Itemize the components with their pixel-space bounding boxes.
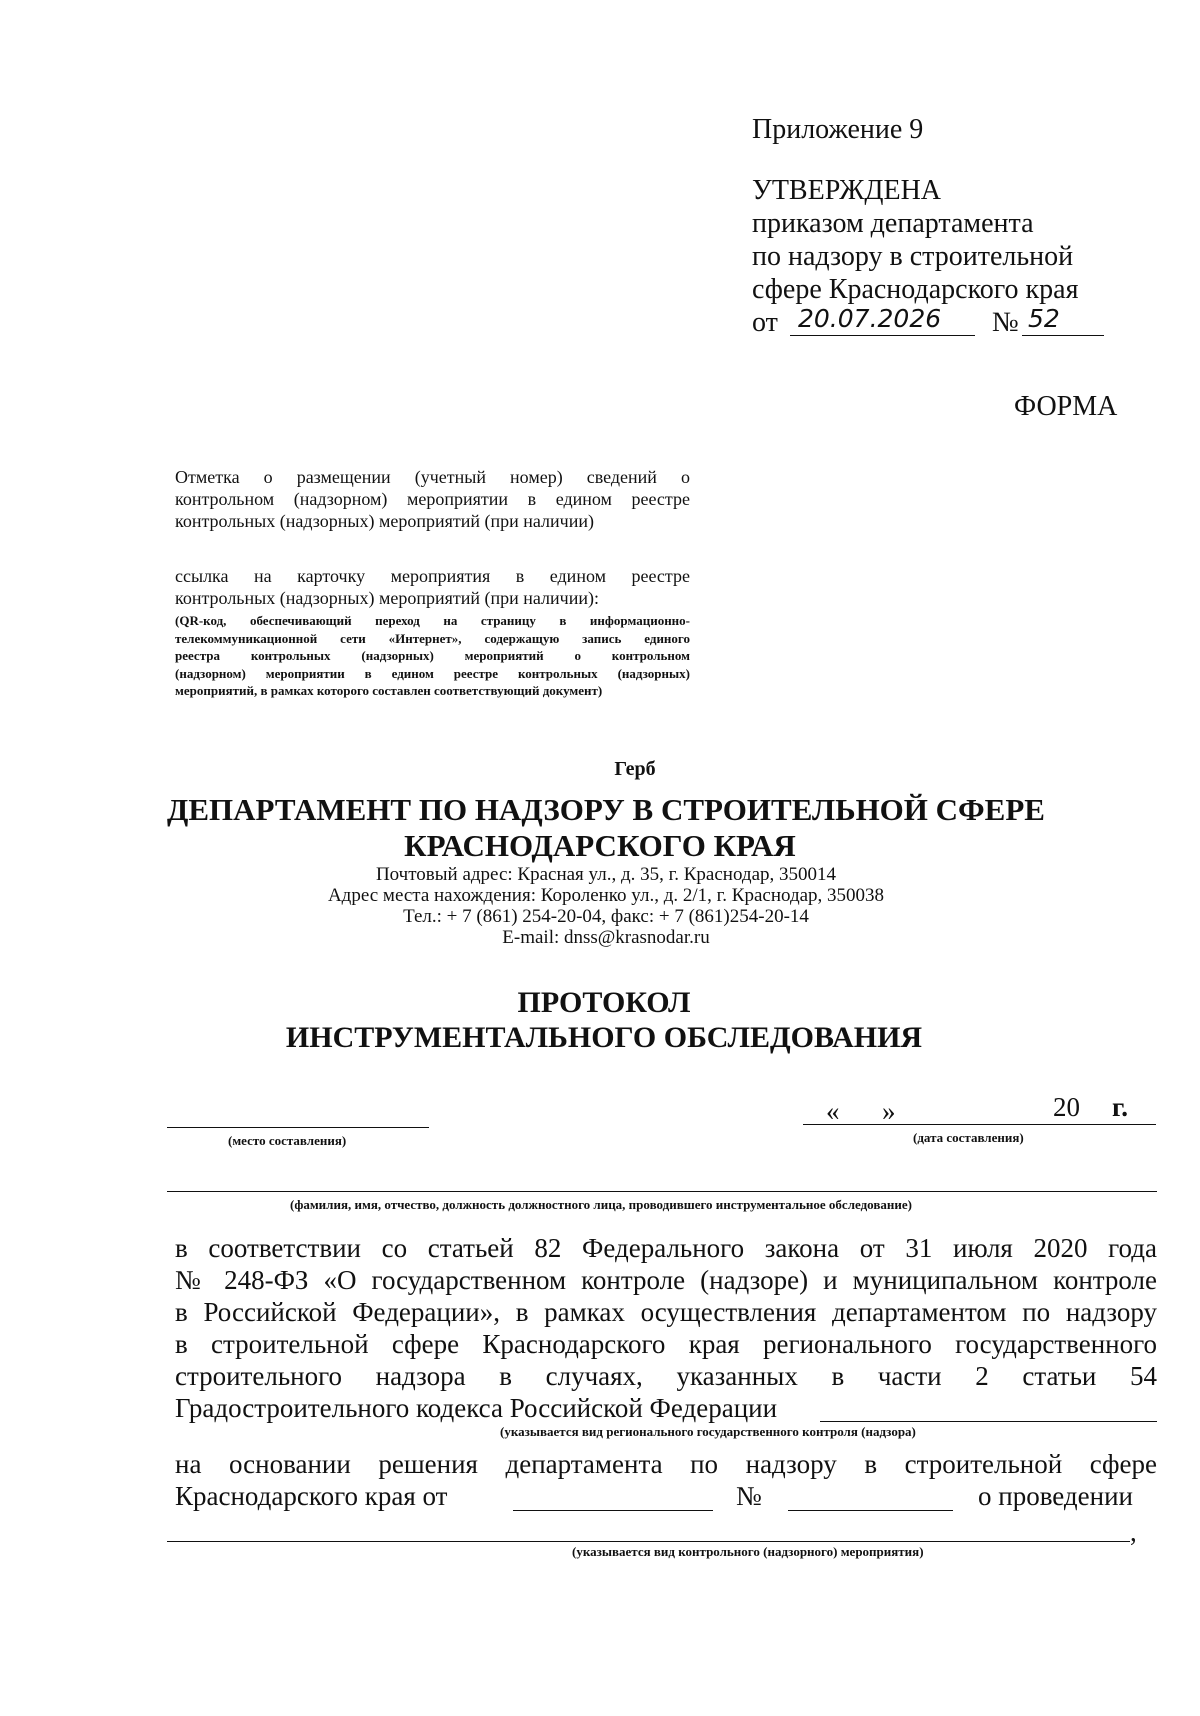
department-name-line-1: ДЕПАРТАМЕНТ ПО НАДЗОРУ В СТРОИТЕЛЬНОЙ СФЕРЕ (167, 792, 1045, 827)
quote-close: » (882, 1096, 896, 1126)
date-prefix: от (752, 307, 778, 338)
emblem-label: Герб (614, 758, 656, 780)
body-line: в соответствии со статьей 82 Федерального закона от 31 июля 2020 года (175, 1233, 1157, 1263)
official-caption: (фамилия, имя, отчество, должность должностного лица, проводившего инструментальное обследование) (290, 1197, 912, 1212)
number-underline (1022, 335, 1104, 336)
number-prefix: № (992, 307, 1019, 338)
qr-note-line: (надзорном) мероприятии в едином реестре контрольных (надзорных) (175, 665, 690, 681)
body-line: строительного надзора в случаях, указанных в части 2 статьи 54 (175, 1361, 1157, 1391)
approval-line-1: приказом департамента (752, 208, 1034, 239)
body-line: в Российской Федерации», в рамках осуществления департаментом по надзору (175, 1297, 1157, 1327)
registry-note-line: контрольных (надзорных) мероприятий (при наличии) (175, 511, 594, 531)
event-type-line (167, 1541, 1130, 1542)
qr-note-line: (QR-код, обеспечивающий переход на страницу в информационно- (175, 613, 690, 628)
event-caption: (указывается вид контрольного (надзорного) мероприятия) (572, 1544, 924, 1559)
department-name-line-2: КРАСНОДАРСКОГО КРАЯ (404, 828, 796, 863)
control-type-line (820, 1421, 1157, 1422)
registry-note-line: контрольном (надзорном) мероприятии в едином реестре (175, 489, 690, 509)
approval-number: 52 (1028, 304, 1060, 333)
registry-note-line: Отметка о размещении (учетный номер) сведений о (175, 467, 690, 487)
link-note (175, 565, 690, 609)
approval-stamp: УТВЕРЖДЕНА (752, 175, 942, 206)
date-caption: (дата составления) (913, 1130, 1024, 1145)
form-label: ФОРМА (1014, 391, 1118, 422)
location-address: Адрес места нахождения: Короленко ул., д. 2/1, г. Краснодар, 350038 (327, 885, 885, 906)
year-prefix: 20 (1053, 1092, 1080, 1122)
link-note-line: ссылка на карточку мероприятия в едином реестре (175, 566, 690, 586)
approval-reference-row (752, 306, 1152, 339)
date-underline (790, 335, 975, 336)
quote-open: « (826, 1096, 840, 1126)
basis-suffix: о проведении (978, 1481, 1133, 1511)
approval-date: 20.07.2026 (798, 304, 942, 333)
phone-fax: Тел.: + 7 (861) 254-20-04, факс: + 7 (861)254-20-14 (403, 906, 809, 927)
registry-note (175, 466, 690, 532)
control-caption: (указывается вид регионального государственного контроля (надзора) (500, 1424, 916, 1439)
decision-date-line (513, 1510, 713, 1511)
decision-number-sign: № (736, 1481, 762, 1511)
email: E-mail: dnss@krasnodar.ru (502, 927, 710, 948)
date-field-line (803, 1124, 1156, 1125)
appendix-title: Приложение 9 (752, 114, 924, 145)
protocol-title-line-1: ПРОТОКОЛ (517, 986, 691, 1019)
postal-address: Почтовый адрес: Красная ул., д. 35, г. Краснодар, 350014 (375, 864, 837, 885)
basis-prefix: Краснодарского края от (175, 1481, 448, 1511)
body-line: № 248-ФЗ «О государственном контроле (надзоре) и муниципальном контроле (175, 1265, 1157, 1295)
approval-block (752, 113, 1152, 339)
official-field-line (167, 1191, 1157, 1192)
body-line: в строительной сфере Краснодарского края регионального государственного (175, 1329, 1157, 1359)
protocol-title-line-2: ИНСТРУМЕНТАЛЬНОГО ОБСЛЕДОВАНИЯ (285, 1021, 923, 1054)
approval-line-3: сфере Краснодарского края (752, 274, 1079, 305)
qr-note-line: телекоммуникационной сети «Интернет», содержащую запись единого (175, 630, 690, 646)
link-note-line: контрольных (надзорных) мероприятий (при наличии): (175, 588, 599, 608)
body-line-last: Градостроительного кодекса Российской Федерации (175, 1393, 778, 1423)
qr-note-line: реестра контрольных (надзорных) мероприятий о контрольном (175, 648, 690, 663)
trailing-comma: , (1130, 1517, 1137, 1547)
qr-code-note (175, 612, 690, 700)
basis-line: на основании решения департамента по надзору в строительной сфере (175, 1449, 1157, 1479)
qr-note-line: мероприятий, в рамках которого составлен соответствующий документ) (175, 683, 603, 698)
decision-number-line (788, 1510, 953, 1511)
place-field-line (167, 1127, 429, 1128)
place-caption: (место составления) (228, 1133, 347, 1148)
year-suffix: г. (1112, 1092, 1128, 1122)
approval-line-2: по надзору в строительной (752, 241, 1074, 272)
